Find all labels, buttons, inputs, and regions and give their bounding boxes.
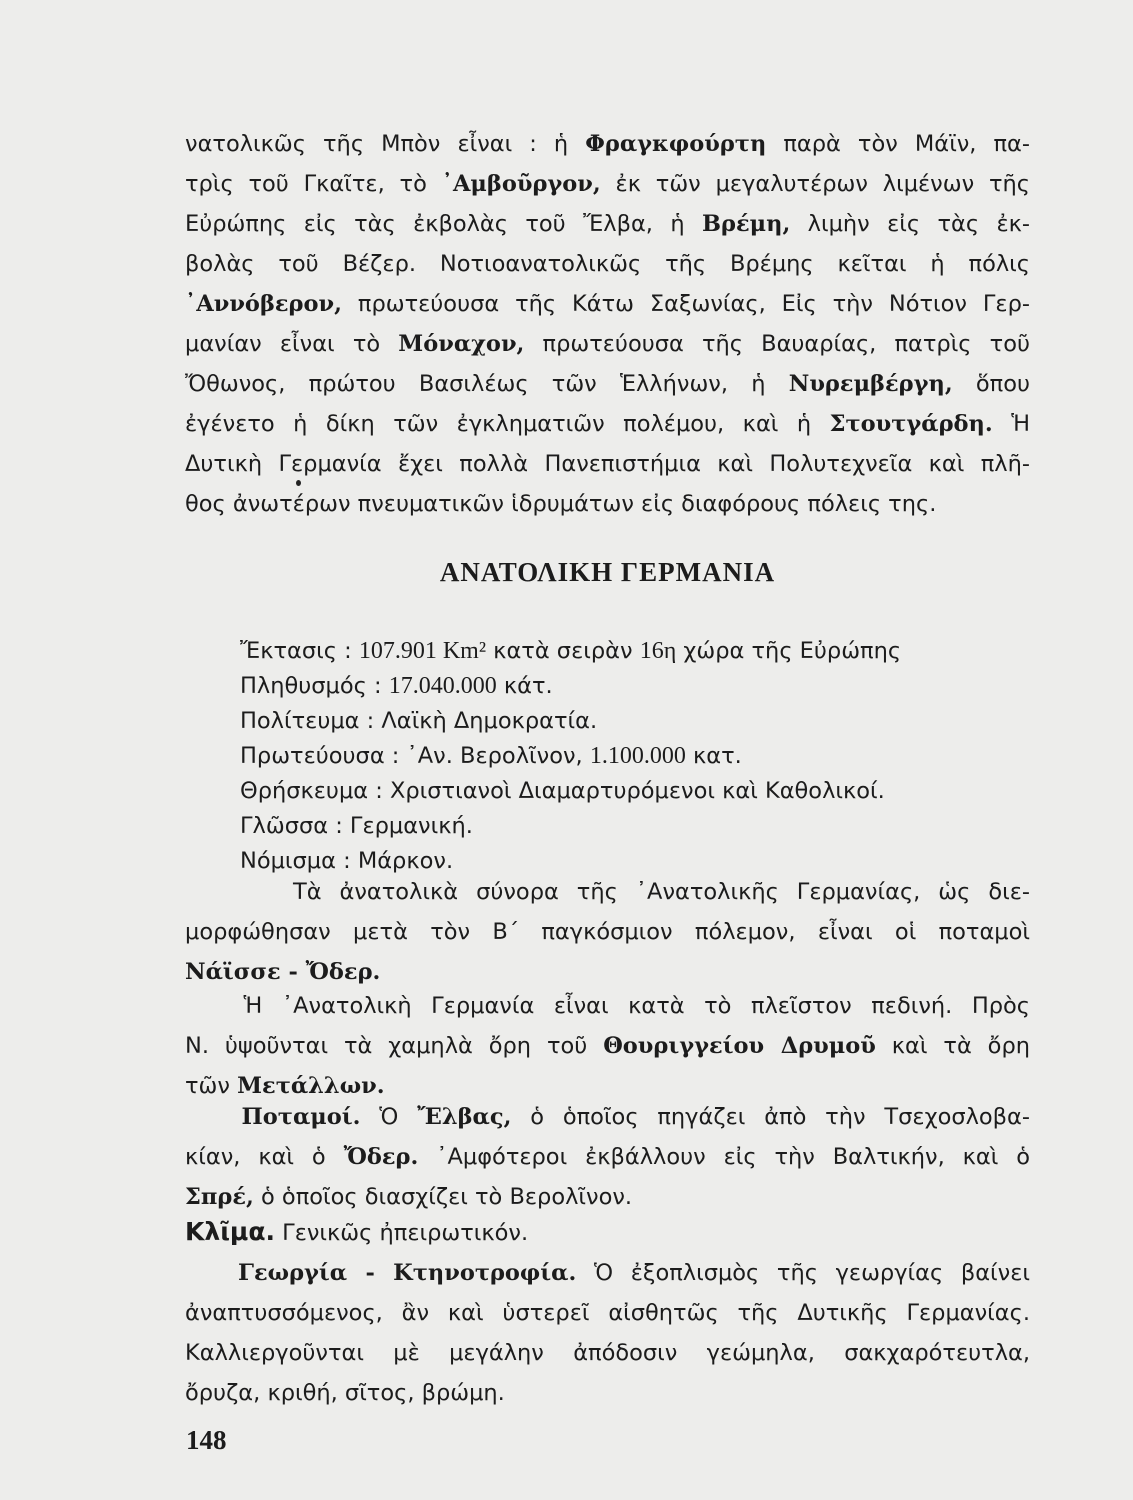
- text-run: καὶ τὰ ὄρη: [875, 1033, 1030, 1059]
- text-run: Γενικῶς ἠπειρωτικόν.: [275, 1220, 529, 1246]
- bold-term: Ὄδερ.: [343, 1144, 419, 1170]
- bold-term: Βρέμη,: [701, 211, 791, 237]
- text-run: παρὰ τὸν Μάϊν, πα-: [766, 131, 1031, 157]
- text-line: [240, 809, 901, 844]
- paragraph-agriculture: [185, 1253, 1030, 1413]
- text-line: [185, 872, 1030, 912]
- text-run: ἀναπτυσσόμενος, ἂν καὶ ὑστερεῖ αἰσθητῶς τῆς Δυτικῆς Γερμανίας.: [185, 1300, 1030, 1326]
- numeric-value: 1.100.000: [589, 743, 686, 769]
- text-line: [185, 986, 1030, 1026]
- text-run: πρωτεύουσα τῆς Κάτω Σαξωνίας, Εἰς τὴν Νότιον Γερ-: [341, 291, 1030, 317]
- text-run: πρωτεύουσα τῆς Βαυαρίας, πατρὶς τοῦ: [524, 331, 1030, 357]
- text-line: [185, 912, 1030, 952]
- text-run: λιμὴν εἰς τὰς ἐκ-: [790, 211, 1030, 237]
- text-run: Εὐρώπης εἰς τὰς ἐκβολὰς τοῦ Ἔλβα, ἡ: [185, 211, 702, 237]
- text-run: [185, 1104, 242, 1130]
- text-line: [240, 704, 901, 739]
- text-line: [185, 484, 1030, 524]
- text-line: [185, 1177, 1030, 1217]
- text-run: Ὄθωνος, πρώτου Βασιλέως τῶν Ἑλλήνων, ἡ: [185, 371, 789, 397]
- paragraph-relief: [185, 986, 1030, 1106]
- text-run: ἐγένετο ἡ δίκη τῶν ἐγκληματιῶν πολέμου, καὶ ἡ: [185, 411, 830, 437]
- text-run: κίαν, καὶ ὁ: [185, 1144, 344, 1170]
- text-run: τρὶς τοῦ Γκαῖτε, τὸ: [185, 171, 442, 197]
- text-run: ὅπου: [952, 371, 1031, 397]
- paragraph-rivers: [185, 1097, 1030, 1217]
- text-run: νατολικῶς τῆς Μπὸν εἶναι : ἡ: [185, 131, 586, 157]
- paragraph-climate: [185, 1212, 1030, 1252]
- climate-label: Κλῖμα.: [185, 1217, 276, 1246]
- text-run: τῶν: [185, 1073, 238, 1099]
- text-run: βολὰς τοῦ Βέζερ. Νοτιοανατολικῶς τῆς Βρέμης κεῖται ἡ πόλις: [185, 251, 1030, 277]
- text-run: ὁ ὁποῖος διασχίζει τὸ Βερολῖνον.: [253, 1184, 633, 1210]
- text-run: Γλῶσσα : Γερμανική.: [240, 813, 473, 839]
- text-line: [185, 324, 1030, 364]
- bold-term: Θουριγγείου Δρυμοῦ: [603, 1033, 876, 1059]
- text-run: ὁ ὁποῖος πηγάζει ἀπὸ τὴν Τσεχοσλοβα-: [511, 1104, 1030, 1130]
- text-line: [185, 444, 1030, 484]
- bold-term: Νάϊσσε - Ὄδερ.: [185, 959, 381, 985]
- text-line: [185, 124, 1030, 164]
- fact-list: [240, 634, 901, 879]
- text-run: Ἡ: [992, 411, 1031, 437]
- text-run: Πρωτεύουσα : ᾿Αν. Βερολῖνον,: [240, 743, 590, 769]
- text-run: κατὰ σειρὰν: [486, 638, 640, 664]
- text-line: [240, 774, 901, 809]
- text-run: Ὁ ἐξοπλισμὸς τῆς γεωργίας βαίνει: [576, 1260, 1030, 1286]
- text-line: [185, 1137, 1030, 1177]
- text-line: [185, 1373, 1030, 1413]
- paragraph-west-germany-cities: [185, 124, 1030, 524]
- text-line: [185, 164, 1030, 204]
- text-line: [240, 669, 901, 704]
- text-run: Ν. ὑψοῦνται τὰ χαμηλὰ ὄρη τοῦ: [185, 1033, 604, 1059]
- text-line: [185, 1097, 1030, 1137]
- text-run: Ἔκτασις :: [240, 638, 359, 664]
- text-run: Καλλιεργοῦνται μὲ μεγάλην ἀπόδοσιν γεώμηλα, σακχαρότευτλα,: [185, 1340, 1030, 1366]
- bold-term: Μετάλλων.: [237, 1073, 385, 1099]
- text-run: Ὁ: [360, 1104, 418, 1130]
- bold-term: Ἔλβας,: [417, 1104, 512, 1130]
- bold-term: Στουτγάρδη.: [829, 411, 993, 437]
- text-run: Ἡ ᾿Ανατολικὴ Γερμανία εἶναι κατὰ τὸ πλεῖστον πεδινή. Πρὸς: [185, 993, 1030, 1019]
- bold-term: ᾿Αννόβερον,: [185, 291, 342, 317]
- text-line: [185, 1293, 1030, 1333]
- text-line: [185, 244, 1030, 284]
- text-line: [185, 404, 1030, 444]
- text-run: μανίαν εἶναι τὸ: [185, 331, 399, 357]
- text-run: Δυτικὴ Γερμανία ἔχει πολλὰ Πανεπιστήμια καὶ Πολυτεχνεῖα καὶ πλῆ-: [185, 451, 1030, 477]
- text-line: [185, 364, 1030, 404]
- bold-term: ᾿Αμβοῦργον,: [441, 171, 601, 197]
- text-run: Πολίτευμα : Λαϊκὴ Δημοκρατία.: [240, 708, 598, 734]
- text-line: [185, 1333, 1030, 1373]
- text-run: μορφώθησαν μετὰ τὸν Β´ παγκόσμιον πόλεμον, εἶναι οἱ ποταμοὶ: [185, 919, 1030, 945]
- text-run: Θρήσκευμα : Χριστιανοὶ Διαμαρτυρόμενοι καὶ Καθολικοί.: [240, 778, 885, 804]
- text-run: κάτ.: [496, 673, 553, 699]
- page-number: 148: [186, 1425, 227, 1455]
- bold-term: Μόναχον,: [398, 331, 525, 357]
- numeric-value: 16η: [639, 638, 677, 664]
- text-run: ὄρυζα, κριθή, σῖτος, βρώμη.: [185, 1380, 505, 1406]
- bold-term: Σπρέ,: [185, 1184, 254, 1210]
- text-run: Πληθυσμός :: [240, 673, 389, 699]
- text-run: θος ἀνωτέρων πνευματικῶν ἱδρυμάτων εἰς διαφόρους πόλεις της.: [185, 491, 937, 517]
- text-line: [185, 1253, 1030, 1293]
- text-run: [185, 1260, 238, 1286]
- text-run: ἐκ τῶν μεγαλυτέρων λιμένων τῆς: [600, 171, 1030, 197]
- bold-term: Γεωργία - Κτηνοτροφία.: [238, 1260, 577, 1286]
- numeric-value: 107.901 Km²: [358, 638, 487, 664]
- text-line: [240, 634, 901, 669]
- ink-speck: [296, 480, 301, 486]
- text-line: [185, 1026, 1030, 1066]
- text-run: Νόμισμα : Μάρκον.: [240, 848, 454, 874]
- text-line: [240, 739, 901, 774]
- text-line: [185, 1212, 1030, 1252]
- text-run: κατ.: [685, 743, 742, 769]
- text-run: Τὰ ἀνατολικὰ σύνορα τῆς ᾿Ανατολικῆς Γερμανίας, ὡς διε-: [185, 879, 1030, 905]
- text-line: [185, 284, 1030, 324]
- text-line: [185, 204, 1030, 244]
- paragraph-borders: [185, 872, 1030, 992]
- bold-term: Ποταμοί.: [241, 1104, 361, 1130]
- text-run: χώρα τῆς Εὐρώπης: [676, 638, 902, 664]
- bold-term: Νυρεμβέργη,: [788, 371, 953, 397]
- text-run: ᾿Αμφότεροι ἐκβάλλουν εἰς τὴν Βαλτικήν, καὶ ὁ: [418, 1144, 1030, 1170]
- bold-term: Φραγκφούρτη: [585, 131, 767, 157]
- numeric-value: 17.040.000: [388, 673, 497, 699]
- section-heading: ΑΝΑΤΟΛΙΚΗ ΓΕΡΜΑΝΙΑ: [439, 557, 776, 587]
